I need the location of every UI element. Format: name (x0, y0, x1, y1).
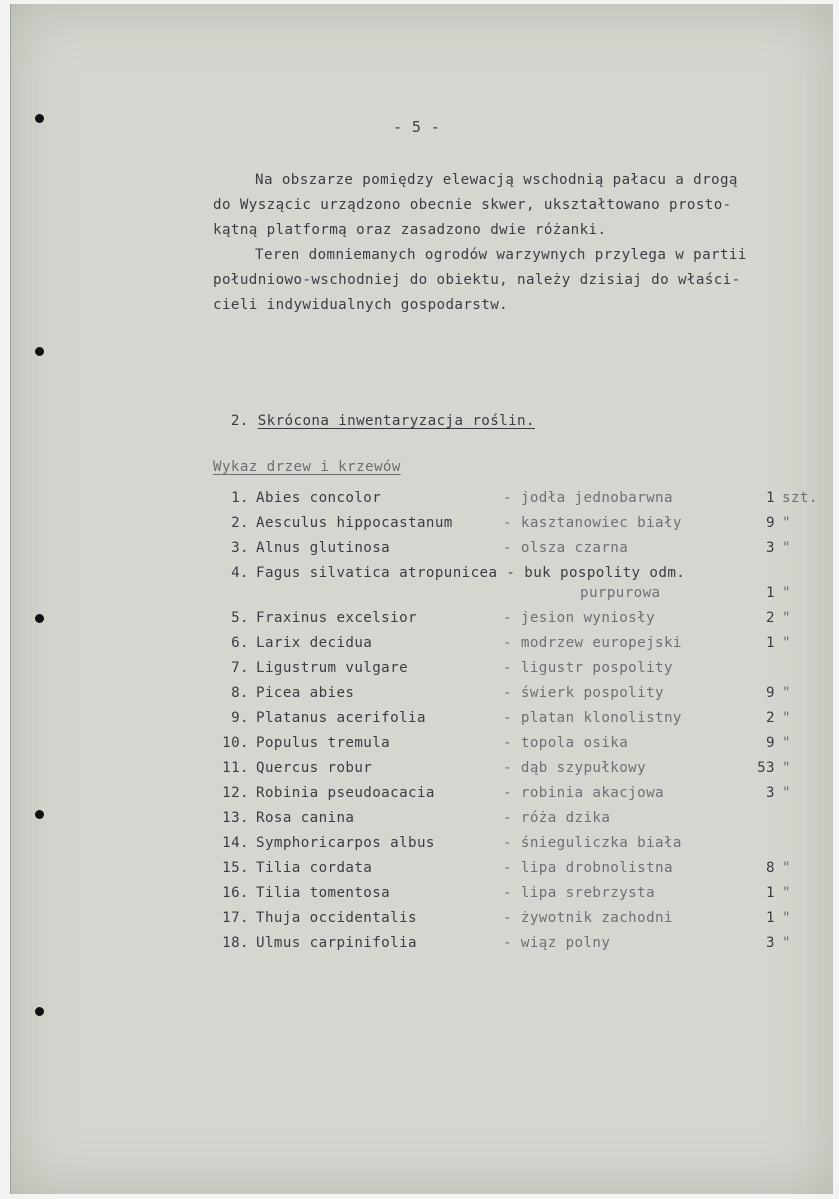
paragraph-line: Teren domniemanych ogrodów warzywnych przylega w partii (255, 247, 747, 263)
item-number: 4. (231, 565, 249, 581)
item-unit: " (782, 910, 791, 926)
polish-name: - kasztanowiec biały (503, 515, 682, 531)
item-number: 2. (231, 515, 249, 531)
list-item (0, 910, 839, 934)
list-item (0, 710, 839, 734)
item-number: 9. (231, 710, 249, 726)
section-number: 2. (230, 413, 249, 429)
item-unit: " (782, 935, 791, 951)
polish-name: - żywotnik zachodni (503, 910, 673, 926)
list-item (0, 565, 839, 601)
latin-name: Ligustrum vulgare (256, 660, 409, 676)
item-number: 14. (222, 835, 249, 851)
latin-name: Abies concolor (256, 490, 382, 506)
list-item (0, 860, 839, 884)
polish-name: - jodła jednobarwna (503, 490, 673, 506)
latin-name: Alnus glutinosa (256, 540, 391, 556)
latin-name: Robinia pseudoacacia (256, 785, 435, 801)
item-unit: szt. (782, 490, 818, 506)
item-count: 2 (766, 610, 775, 626)
item-number: 8. (231, 685, 249, 701)
latin-name: Tilia tomentosa (256, 885, 391, 901)
item-count: 2 (766, 710, 775, 726)
item-number: 6. (231, 635, 249, 651)
item-number: 3. (231, 540, 249, 556)
punch-hole (35, 347, 44, 356)
item-count: 1 (766, 490, 775, 506)
section-heading (213, 397, 535, 429)
item-unit: " (782, 585, 791, 601)
latin-name: Thuja occidentalis (256, 910, 417, 926)
list-item (0, 660, 839, 684)
list-item (0, 885, 839, 909)
latin-name: Symphoricarpos albus (256, 835, 435, 851)
list-item (0, 810, 839, 834)
polish-name: - olsza czarna (503, 540, 629, 556)
item-unit: " (782, 685, 791, 701)
polish-name: - jesion wyniosły (503, 610, 656, 626)
item-count: 9 (766, 685, 775, 701)
latin-name: Tilia cordata (256, 860, 373, 876)
item-unit: " (782, 635, 791, 651)
list-item (0, 735, 839, 759)
polish-name: - ligustr pospolity (503, 660, 673, 676)
item-count: 3 (766, 540, 775, 556)
paragraph-line: do Wyszącic urządzono obecnie skwer, ukształtowano prosto- (213, 197, 732, 213)
item-count: 3 (766, 785, 775, 801)
list-item (0, 635, 839, 659)
punch-hole (35, 114, 44, 123)
punch-hole (35, 1007, 44, 1016)
polish-name-continuation: purpurowa (580, 585, 661, 601)
item-number: 10. (222, 735, 249, 751)
page-number: - 5 - (393, 118, 441, 136)
item-number: 13. (222, 810, 249, 826)
item-number: 11. (222, 760, 249, 776)
latin-name: Aesculus hippocastanum (256, 515, 453, 531)
item-count: 8 (766, 860, 775, 876)
item-unit: " (782, 785, 791, 801)
item-number: 17. (222, 910, 249, 926)
item-count: 1 (766, 585, 775, 601)
list-item (0, 540, 839, 564)
item-number: 18. (222, 935, 249, 951)
item-unit: " (782, 860, 791, 876)
item-unit: " (782, 710, 791, 726)
item-count: 1 (766, 885, 775, 901)
polish-name: - dąb szypułkowy (503, 760, 647, 776)
latin-name: Fagus silvatica atropunicea - buk pospolity odm. (256, 565, 686, 581)
polish-name: - lipa srebrzysta (503, 885, 656, 901)
polish-name: - świerk pospolity (503, 685, 664, 701)
item-number: 12. (222, 785, 249, 801)
item-unit: " (782, 515, 791, 531)
latin-name: Larix decidua (256, 635, 373, 651)
paragraph-line: cieli indywidualnych gospodarstw. (213, 297, 509, 313)
item-unit: " (782, 735, 791, 751)
list-item (0, 490, 839, 514)
latin-name: Picea abies (256, 685, 355, 701)
latin-name: Quercus robur (256, 760, 373, 776)
latin-name: Rosa canina (256, 810, 355, 826)
item-unit: " (782, 885, 791, 901)
item-number: 15. (222, 860, 249, 876)
paragraph-line: południowo-wschodniej do obiektu, należy dzisiaj do właści- (213, 272, 741, 288)
item-count: 1 (766, 635, 775, 651)
item-number: 1. (231, 490, 249, 506)
latin-name: Ulmus carpinifolia (256, 935, 417, 951)
polish-name: - topola osika (503, 735, 629, 751)
list-item (0, 515, 839, 539)
list-item (0, 835, 839, 859)
item-unit: " (782, 610, 791, 626)
paragraph-line: kątną platformą oraz zasadzono dwie różanki. (213, 222, 607, 238)
item-count: 9 (766, 515, 775, 531)
item-number: 16. (222, 885, 249, 901)
item-count: 1 (766, 910, 775, 926)
item-count: 53 (757, 760, 775, 776)
latin-name: Populus tremula (256, 735, 391, 751)
polish-name: - wiąz polny (503, 935, 611, 951)
list-item (0, 785, 839, 809)
item-unit: " (782, 540, 791, 556)
list-item (0, 935, 839, 959)
polish-name: - lipa drobnolistna (503, 860, 673, 876)
list-item (0, 760, 839, 784)
polish-name: - robinia akacjowa (503, 785, 664, 801)
list-item (0, 610, 839, 634)
latin-name: Platanus acerifolia (256, 710, 426, 726)
polish-name: - platan klonolistny (503, 710, 682, 726)
list-item (0, 685, 839, 709)
item-count: 3 (766, 935, 775, 951)
item-number: 7. (231, 660, 249, 676)
paragraph-line: Na obszarze pomiędzy elewacją wschodnią pałacu a drogą (255, 172, 738, 188)
item-count: 9 (766, 735, 775, 751)
item-unit: " (782, 760, 791, 776)
list-subheading: Wykaz drzew i krzewów (213, 459, 401, 475)
section-title: Skrócona inwentaryzacja roślin. (257, 413, 535, 429)
latin-name: Fraxinus excelsior (256, 610, 417, 626)
polish-name: - śnieguliczka biała (503, 835, 682, 851)
item-number: 5. (231, 610, 249, 626)
polish-name: - róża dzika (503, 810, 611, 826)
polish-name: - modrzew europejski (503, 635, 682, 651)
